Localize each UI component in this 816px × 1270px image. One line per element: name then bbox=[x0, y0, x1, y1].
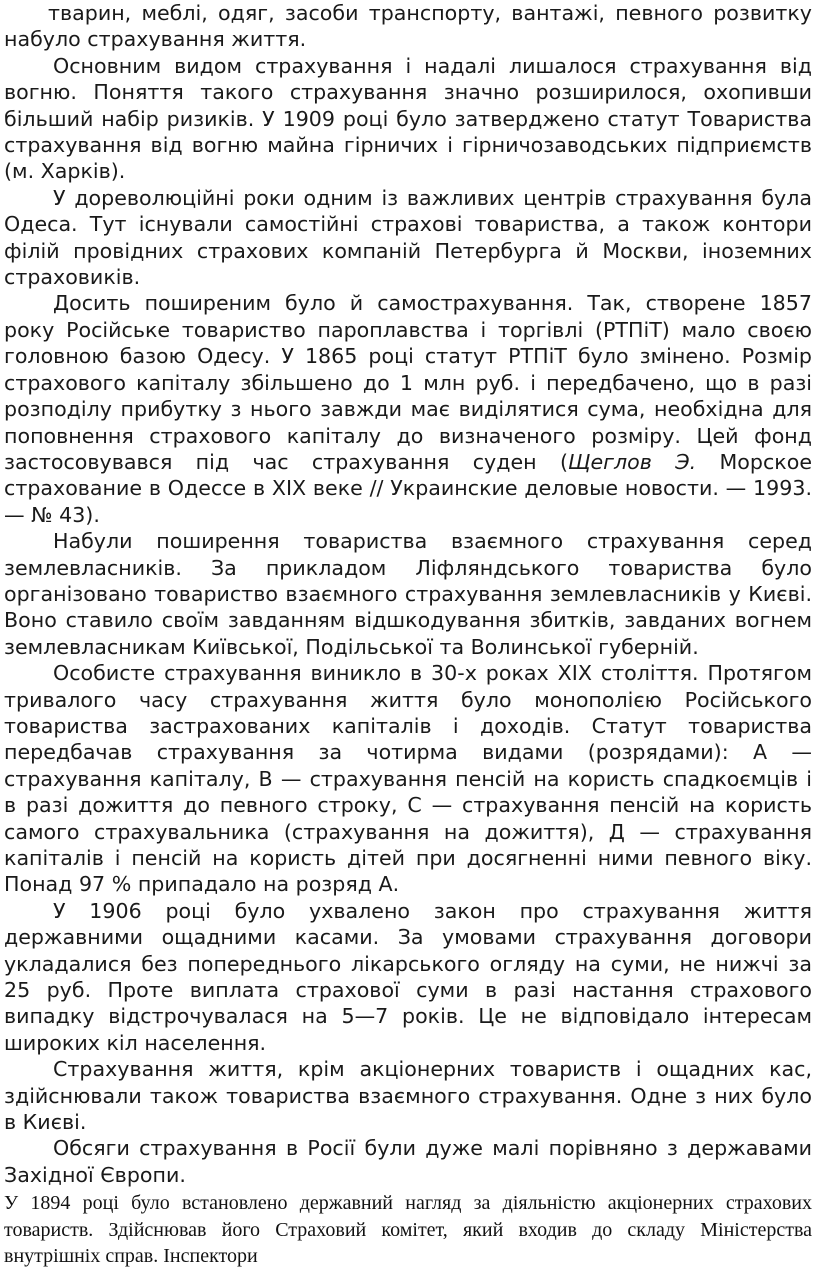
paragraph-2: Основним видом страхування і надалі лишалося страхування від вогню. Поняття такого страхування значно розширилося, охопивши більший набір ризиків. У 1909 році було затверджено статут Товариства страхування від вогню майна гірничих і гірничозаводських підприємств (м. Харків). bbox=[4, 53, 812, 184]
citation-author: Щеглов Э. bbox=[567, 449, 697, 474]
paragraph-4-citation: Морское страхование в Одессе в XIX веке // Украинские деловые новости. — 1993. — № 43). bbox=[4, 449, 812, 527]
paragraph-5: Набули поширення товариства взаємного страхування серед землевласників. За прикладом Ліфляндського товариства було організовано товариство взаємного страхування землевласників у Києві. Воно ставило своїм завданням відшкодування збитків, завданих вогнем землевласникам Київської, Подільської та Волинської губерній. bbox=[4, 529, 812, 659]
paragraph-3: У дореволюційні роки одним із важливих центрів страхування була Одеса. Тут існували самостійні страхові товариства, а також контори філій провідних страхових компаній Петербурга й Москви, іноземних страховиків. bbox=[4, 185, 812, 290]
serif-text bbox=[4, 1190, 812, 1270]
paragraph-6: Особисте страхування виникло в 30-х роках XIX століття. Протягом тривалого часу страхування життя було монополією Російського товариства застрахованих капіталів і доходів. Статут товариства передбачав страхування за чотирма видами (розрядами): А — страхування капіталу, В — страхування пенсій на користь спадкоємців і в разі дожиття до певного строку, С — страхування пенсій на користь самого страхувальника (страхування на дожиття), Д — страхування капіталів і пенсій на користь дітей при досягненні ними певного віку. Понад 97 % припадало на розряд А. bbox=[4, 661, 812, 897]
paragraph-10: У 1894 році було встановлено державний нагляд за діяльністю акціонерних страхових товариств. Здійснював його Страховий комітет, який входив до складу Міністерства внутрішніх справ. Інспектори bbox=[4, 1192, 812, 1268]
paragraph-9: Обсяги страхування в Росії були дуже малі порівняно з державами Західної Європи. bbox=[4, 1136, 812, 1187]
paragraph-4-text: Досить поширеним було й самострахування. Так, створене 1857 року Російське товариство пароплавства і торгівлі (РТПіТ) мало своєю головною базою Одесу. У 1865 році статут РТПіТ було змінено. Розмір страхового капіталу збільшено до 1 млн руб. і передбачено, що в разі розподілу прибутку з нього завжди має виділятися сума, необхідна для поповнення страхового капіталу до визначеного розміру. Цей фонд застосовувався під час страхування суден ( bbox=[4, 291, 812, 474]
paragraph-1: тварин, меблі, одяг, засоби транспорту, вантажі, певного розвитку набуло страхування життя. bbox=[4, 1, 812, 52]
main-text bbox=[4, 0, 812, 1188]
paragraph-4 bbox=[4, 290, 812, 528]
paragraph-7: У 1906 році було ухвалено закон про страхування життя державними ощадними касами. За умовами страхування договори укладалися без попереднього лікарського огляду на суми, не нижчі за 25 руб. Проте виплата страхової суми в разі настання страхового випадку відстрочувалася на 5—7 років. Це не відповідало інтересам широких кіл населення. bbox=[4, 898, 812, 1055]
paragraph-8: Страхування життя, крім акціонерних товариств і ощадних кас, здійснювали також товариства взаємного страхування. Одне з них було в Києві. bbox=[4, 1057, 812, 1135]
